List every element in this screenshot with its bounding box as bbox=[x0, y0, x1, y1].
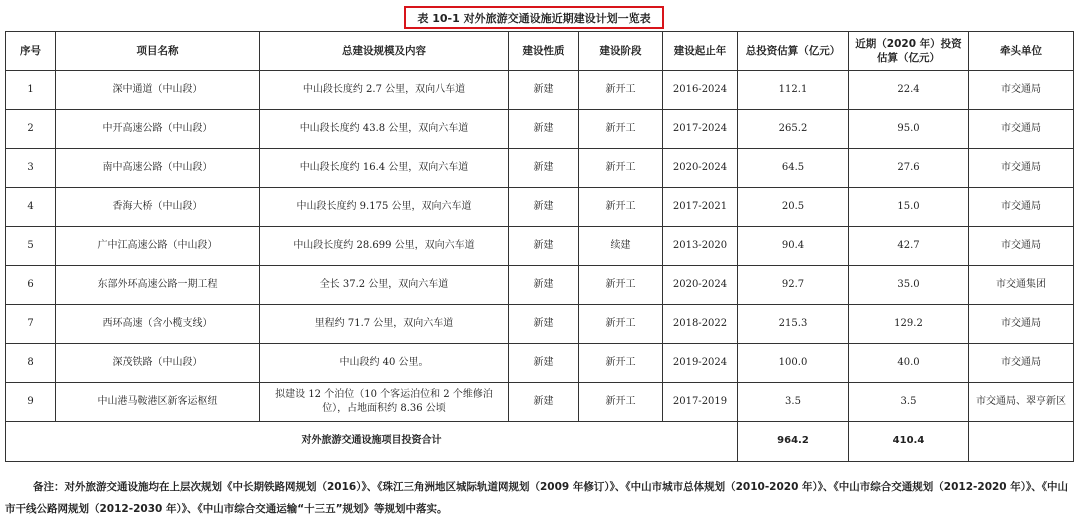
table-cell: 新开工 bbox=[579, 383, 663, 422]
table-cell: 香海大桥（中山段） bbox=[56, 188, 260, 227]
table-cell: 新建 bbox=[509, 266, 579, 305]
table-cell: 深中通道（中山段） bbox=[56, 71, 260, 110]
footnote: 备注：对外旅游交通设施均在上层次规划《中长期铁路网规划（2016）》、《珠江三角洲地区城际轨道网规划（2009 年修订）》、《中山市城市总体规划（2010-2020 年）》、《中山市综合交通规划（2012-2020 年）》、《中山市干线公路网规划（2012-2030 年）》、《中山市综合交通运输“十三五”规划》等规划中落实。 bbox=[5, 481, 1069, 515]
header-cell: 建设性质 bbox=[509, 32, 579, 71]
table-cell: 7 bbox=[6, 305, 56, 344]
table-row bbox=[6, 305, 1074, 344]
total-row bbox=[6, 422, 1074, 462]
table-cell: 新开工 bbox=[579, 188, 663, 227]
table-row bbox=[6, 149, 1074, 188]
total-label: 对外旅游交通设施项目投资合计 bbox=[6, 422, 738, 462]
table-cell: 新建 bbox=[509, 149, 579, 188]
table-cell: 中山段约 40 公里。 bbox=[260, 344, 509, 383]
table-cell: 中开高速公路（中山段） bbox=[56, 110, 260, 149]
table-cell: 3.5 bbox=[849, 383, 969, 422]
header-cell: 总建设规模及内容 bbox=[260, 32, 509, 71]
table-cell: 中山段长度约 28.699 公里，双向六车道 bbox=[260, 227, 509, 266]
header-cell: 序号 bbox=[6, 32, 56, 71]
header-row bbox=[6, 32, 1074, 71]
table-cell: 广中江高速公路（中山段） bbox=[56, 227, 260, 266]
table-row bbox=[6, 383, 1074, 422]
table-cell: 27.6 bbox=[849, 149, 969, 188]
table-cell: 新建 bbox=[509, 71, 579, 110]
table-cell: 95.0 bbox=[849, 110, 969, 149]
table-cell: 中山段长度约 2.7 公里，双向八车道 bbox=[260, 71, 509, 110]
table-cell: 拟建设 12 个泊位（10 个客运泊位和 2 个维修泊位），占地面积约 8.36 公顷 bbox=[260, 383, 509, 422]
table-row bbox=[6, 110, 1074, 149]
table-cell: 92.7 bbox=[738, 266, 849, 305]
total-invest-value: 964.2 bbox=[738, 422, 849, 462]
table-cell: 中山港马鞍港区新客运枢纽 bbox=[56, 383, 260, 422]
table-cell: 4 bbox=[6, 188, 56, 227]
near-invest-value: 410.4 bbox=[849, 422, 969, 462]
table-cell: 2 bbox=[6, 110, 56, 149]
table-cell: 9 bbox=[6, 383, 56, 422]
table-title: 表 10-1 对外旅游交通设施近期建设计划一览表 bbox=[404, 6, 664, 29]
plan-table bbox=[5, 31, 1074, 462]
table-cell: 35.0 bbox=[849, 266, 969, 305]
table-cell: 新建 bbox=[509, 188, 579, 227]
table-cell: 64.5 bbox=[738, 149, 849, 188]
table-cell: 市交通局、翠亨新区 bbox=[969, 383, 1074, 422]
header-cell: 建设阶段 bbox=[579, 32, 663, 71]
table-cell: 1 bbox=[6, 71, 56, 110]
table-cell: 新建 bbox=[509, 344, 579, 383]
header-cell: 牵头单位 bbox=[969, 32, 1074, 71]
table-cell: 西环高速（含小榄支线） bbox=[56, 305, 260, 344]
table-cell: 市交通局 bbox=[969, 71, 1074, 110]
table-cell: 新建 bbox=[509, 110, 579, 149]
table-cell: 新建 bbox=[509, 305, 579, 344]
table-cell: 3.5 bbox=[738, 383, 849, 422]
table-row bbox=[6, 266, 1074, 305]
table-cell: 3 bbox=[6, 149, 56, 188]
table-cell: 深茂铁路（中山段） bbox=[56, 344, 260, 383]
table-cell: 90.4 bbox=[738, 227, 849, 266]
table-row bbox=[6, 71, 1074, 110]
table-cell: 2017-2024 bbox=[663, 110, 738, 149]
table-cell: 市交通局 bbox=[969, 344, 1074, 383]
table-row bbox=[6, 344, 1074, 383]
table-cell: 南中高速公路（中山段） bbox=[56, 149, 260, 188]
table-cell: 新开工 bbox=[579, 149, 663, 188]
table-cell: 市交通局 bbox=[969, 305, 1074, 344]
table-cell: 东部外环高速公路一期工程 bbox=[56, 266, 260, 305]
table-cell: 15.0 bbox=[849, 188, 969, 227]
table-cell: 续建 bbox=[579, 227, 663, 266]
table-cell: 市交通局 bbox=[969, 110, 1074, 149]
table-row bbox=[6, 227, 1074, 266]
table-cell: 中山段长度约 16.4 公里，双向六车道 bbox=[260, 149, 509, 188]
table-cell: 265.2 bbox=[738, 110, 849, 149]
table-cell: 2017-2019 bbox=[663, 383, 738, 422]
table-cell: 市交通局 bbox=[969, 227, 1074, 266]
table-cell: 20.5 bbox=[738, 188, 849, 227]
header-cell: 总投资估算（亿元） bbox=[738, 32, 849, 71]
table-cell: 新建 bbox=[509, 383, 579, 422]
table-cell: 新开工 bbox=[579, 266, 663, 305]
table-cell: 新开工 bbox=[579, 344, 663, 383]
table-cell: 2018-2022 bbox=[663, 305, 738, 344]
table-cell: 2016-2024 bbox=[663, 71, 738, 110]
table-cell: 新开工 bbox=[579, 305, 663, 344]
table-cell: 新建 bbox=[509, 227, 579, 266]
header-cell: 项目名称 bbox=[56, 32, 260, 71]
total-empty-cell bbox=[969, 422, 1074, 462]
table-cell: 8 bbox=[6, 344, 56, 383]
table-cell: 6 bbox=[6, 266, 56, 305]
table-row bbox=[6, 188, 1074, 227]
table-cell: 2020-2024 bbox=[663, 149, 738, 188]
table-cell: 2019-2024 bbox=[663, 344, 738, 383]
table-cell: 5 bbox=[6, 227, 56, 266]
table-cell: 22.4 bbox=[849, 71, 969, 110]
table-cell: 112.1 bbox=[738, 71, 849, 110]
table-cell: 市交通局 bbox=[969, 149, 1074, 188]
header-cell: 建设起止年 bbox=[663, 32, 738, 71]
table-cell: 新开工 bbox=[579, 71, 663, 110]
table-cell: 市交通集团 bbox=[969, 266, 1074, 305]
table-cell: 2013-2020 bbox=[663, 227, 738, 266]
table-cell: 2020-2024 bbox=[663, 266, 738, 305]
table-cell: 100.0 bbox=[738, 344, 849, 383]
table-cell: 全长 37.2 公里，双向六车道 bbox=[260, 266, 509, 305]
table-cell: 新开工 bbox=[579, 110, 663, 149]
table-cell: 129.2 bbox=[849, 305, 969, 344]
table-cell: 2017-2021 bbox=[663, 188, 738, 227]
table-cell: 里程约 71.7 公里，双向六车道 bbox=[260, 305, 509, 344]
table-cell: 40.0 bbox=[849, 344, 969, 383]
table-cell: 215.3 bbox=[738, 305, 849, 344]
header-cell: 近期（2020 年）投资估算（亿元） bbox=[849, 32, 969, 71]
table-cell: 市交通局 bbox=[969, 188, 1074, 227]
table-cell: 42.7 bbox=[849, 227, 969, 266]
table-cell: 中山段长度约 43.8 公里，双向六车道 bbox=[260, 110, 509, 149]
table-cell: 中山段长度约 9.175 公里，双向六车道 bbox=[260, 188, 509, 227]
